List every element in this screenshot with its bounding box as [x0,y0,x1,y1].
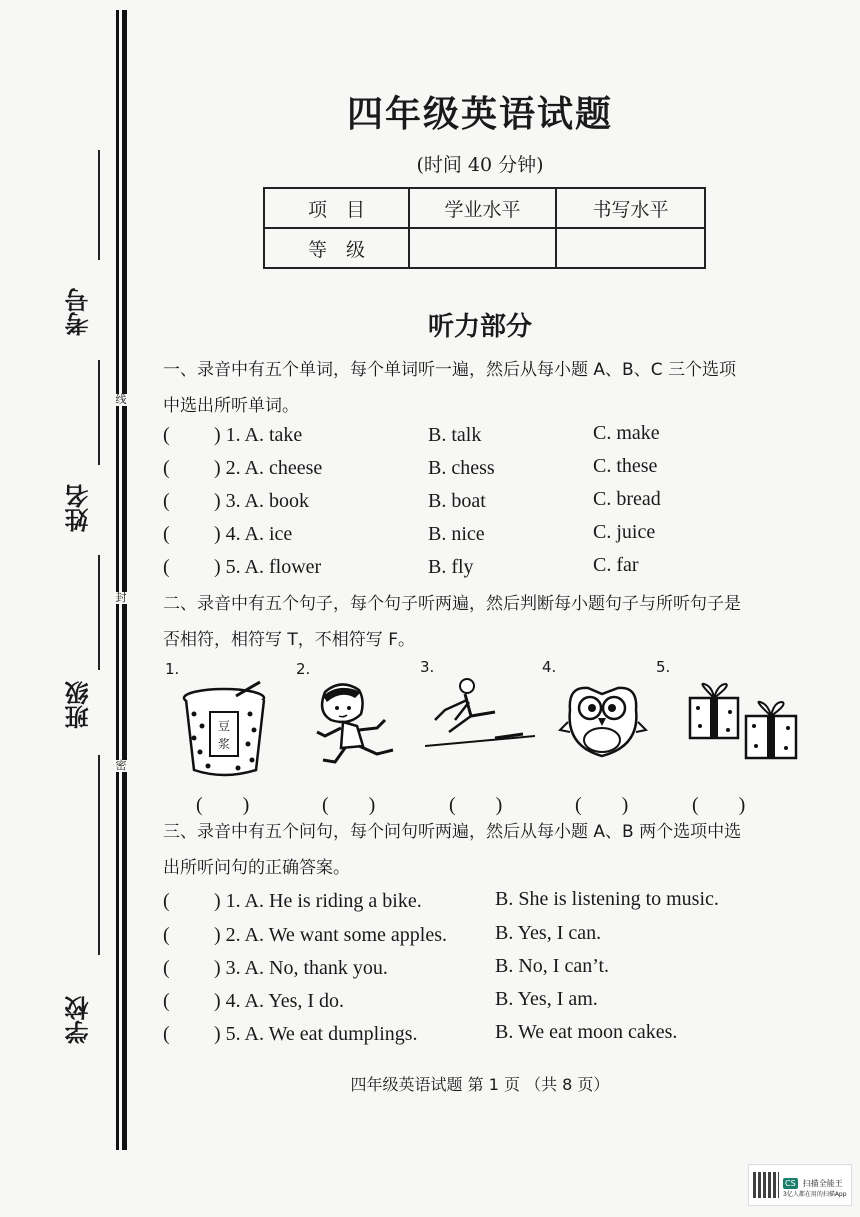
qr-code-icon [753,1172,779,1198]
name-label: 姓名 [65,484,93,532]
seal-mark-seal: 封 [115,591,127,604]
name-line [98,360,100,465]
gift-boxes-icon [684,682,802,762]
part3-q5-b: B. We eat moon cakes. [495,1021,678,1043]
pic1-number: 1. [165,660,180,678]
part1-q4-c: C. juice [593,521,656,543]
pic5-number: 5. [656,658,671,676]
pic4-answer[interactable]: ( ) [575,794,629,816]
long-jump-icon [425,676,535,752]
page-title: 四年级英语试题 [346,93,613,135]
cs-logo: CS [785,1178,796,1188]
grade-header-academic: 学业水平 [409,188,556,228]
part3-instruction-1: 三、录音中有五个问句，每个问句听两遍，然后从每小题 A、B 两个选项中选 [163,822,742,842]
page-footer: 四年级英语试题 第 1 页 （共 8 页） [350,1075,610,1094]
grade-header-item: 项 目 [264,188,409,228]
part3-q3-a: ) 3. A. No, thank you. [214,957,388,979]
part1-q3-paren[interactable]: ( [163,490,170,512]
part1-q4-paren[interactable]: ( [163,523,170,545]
listening-section-title: 听力部分 [427,312,532,342]
part1-q1-c: C. make [593,422,660,444]
part1-q4-a: ) 4. A. ice [214,523,293,545]
part1-instruction-1: 一、录音中有五个单词，每个单词听一遍，然后从每小题 A、B、C 三个选项 [163,360,736,380]
part3-q4-a: ) 4. A. Yes, I do. [214,990,345,1012]
part1-q4-b: B. nice [428,523,485,545]
part1-q5-a: ) 5. A. flower [214,556,322,578]
time-subtitle: (时间 40 分钟) [416,154,544,176]
part2-instruction-1: 二、录音中有五个句子，每个句子听两遍，然后判断每小题句子与所听句子是 [163,594,741,614]
part3-q2-paren[interactable]: ( [163,924,170,946]
part1-q2-c: C. these [593,455,658,477]
binding-line-thick [122,10,127,1150]
class-line [98,555,100,670]
class-label: 班级 [65,681,93,729]
pic3-answer[interactable]: ( ) [449,794,503,816]
school-line [98,755,100,955]
part3-q1-paren[interactable]: ( [163,890,170,912]
exam-no-label: 考号 [65,288,93,336]
pic5-answer[interactable]: ( ) [692,794,746,816]
seal-mark-secret: 密 [115,759,127,772]
soy-milk-cup-icon [180,680,280,780]
pic3-number: 3. [420,658,435,676]
part2-instruction-2: 否相符，相符写 T，不相符写 F。 [163,630,415,650]
part1-q5-paren[interactable]: ( [163,556,170,578]
part1-q2-paren[interactable]: ( [163,457,170,479]
pic4-number: 4. [542,658,557,676]
part3-q2-a: ) 2. A. We want some apples. [214,924,447,946]
part3-q4-paren[interactable]: ( [163,990,170,1012]
part3-q5-a: ) 5. A. We eat dumplings. [214,1023,418,1045]
scanner-watermark [748,1164,852,1206]
pic1-answer[interactable]: ( ) [196,794,250,816]
seal-mark-line: 线 [115,393,127,406]
grade-academic-cell[interactable] [409,228,556,268]
scan-badge-title: 扫描全能王 [802,1178,843,1188]
part1-q1-b: B. talk [428,424,482,446]
school-label: 学校 [65,996,93,1044]
part3-q2-b: B. Yes, I can. [495,922,602,944]
pic2-answer[interactable]: ( ) [322,794,376,816]
binding-line-thin [116,10,119,1150]
owl-icon [558,680,648,762]
part3-q3-paren[interactable]: ( [163,957,170,979]
part1-q5-c: C. far [593,554,639,576]
part1-q5-b: B. fly [428,556,474,578]
part1-q1-a: ) 1. A. take [214,424,303,446]
part3-q1-a: ) 1. A. He is riding a bike. [214,890,422,912]
grade-header-writing: 书写水平 [556,188,705,228]
grade-row-label: 等 级 [264,228,409,268]
part1-q3-a: ) 3. A. book [214,490,309,512]
grade-table [263,187,706,269]
scan-badge-subtitle: 3亿人都在用的扫描App [783,1190,847,1198]
svg-text:浆: 浆 [217,737,231,751]
part3-instruction-2: 出所听问句的正确答案。 [163,858,350,878]
part3-q4-b: B. Yes, I am. [495,988,598,1010]
part3-q1-b: B. She is listening to music. [495,888,719,910]
pic2-number: 2. [296,660,311,678]
cup-label-text: 豆 [217,719,231,733]
part1-q2-b: B. chess [428,457,495,479]
part1-q3-b: B. boat [428,490,486,512]
part1-q2-a: ) 2. A. cheese [214,457,323,479]
part3-q3-b: B. No, I can’t. [495,955,610,977]
running-boy-icon [305,680,411,776]
grade-writing-cell[interactable] [556,228,705,268]
part1-instruction-2: 中选出所听单词。 [163,396,299,416]
part1-q3-c: C. bread [593,488,661,510]
part3-q5-paren[interactable]: ( [163,1023,170,1045]
part1-q1-paren[interactable]: ( [163,424,170,446]
